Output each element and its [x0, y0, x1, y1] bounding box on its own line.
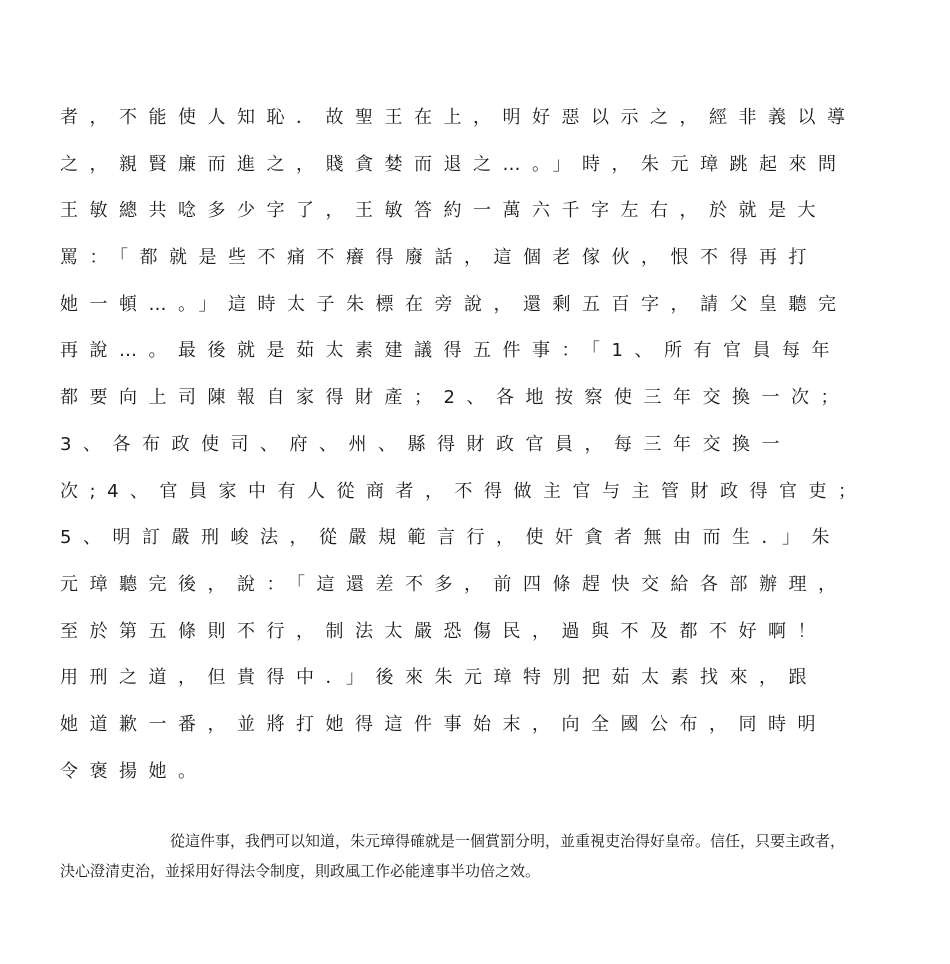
text-line: 元璋聽完後，說：「這還差不多，前四條趕快交給各部辦理， [60, 573, 848, 595]
text-line: 3、各布政使司、府、州、縣得財政官員，每三年交換一 [60, 433, 791, 455]
text-line: 都要向上司陳報自家得財產；2、各地按察使三年交換一次； [60, 387, 850, 409]
text-line: 王敏總共唸多少字了，王敏答約一萬六千字左右，於就是大 [60, 200, 827, 222]
text-line: 者，不能使人知恥．故聖王在上，明好惡以示之，經非義以導 [60, 107, 857, 128]
text-line: 她一頓…。」這時太子朱標在旁說，還剩五百字，請父皇聽完 [60, 293, 848, 315]
conclusion-line-2: 決心澄清吏治，並採用好得法令制度，則政風工作必能達事半功倍之效。 [60, 862, 541, 880]
text-line: 再說…。最後就是茹太素建議得五件事：「1、所有官員每年 [60, 340, 841, 362]
text-line: 次;4、官員家中有人從商者，不得做主官与主管財政得官吏； [60, 480, 868, 502]
text-line: 令褒揚她。 [60, 760, 208, 782]
story-paragraph [60, 103, 900, 803]
text-line: 用刑之道，但貴得中．」後來朱元璋特別把茹太素找來，跟 [60, 667, 818, 689]
text-line: 她道歉一番，並將打她得這件事始末，向全國公布，同時明 [60, 713, 827, 735]
conclusion-line-1: 從這件事，我們可以知道，朱元璋得確就是一個賞罰分明，並重視吏治得好皇帝。信任，只要主政者， [170, 832, 846, 850]
text-line: 罵：「都就是些不痛不癢得廢話，這個老傢伙，恨不得再打 [60, 247, 818, 269]
text-line: 至於第五條則不行，制法太嚴恐傷民，過與不及都不好啊！ [60, 620, 827, 642]
text-line: 5、明訂嚴刑峻法，從嚴規範言行，使奸貪者無由而生．」朱 [60, 527, 841, 549]
text-line: 之，親賢廉而進之，賤貪婪而退之…。」時，朱元璋跳起來問 [60, 153, 848, 175]
conclusion-paragraph [60, 826, 880, 886]
